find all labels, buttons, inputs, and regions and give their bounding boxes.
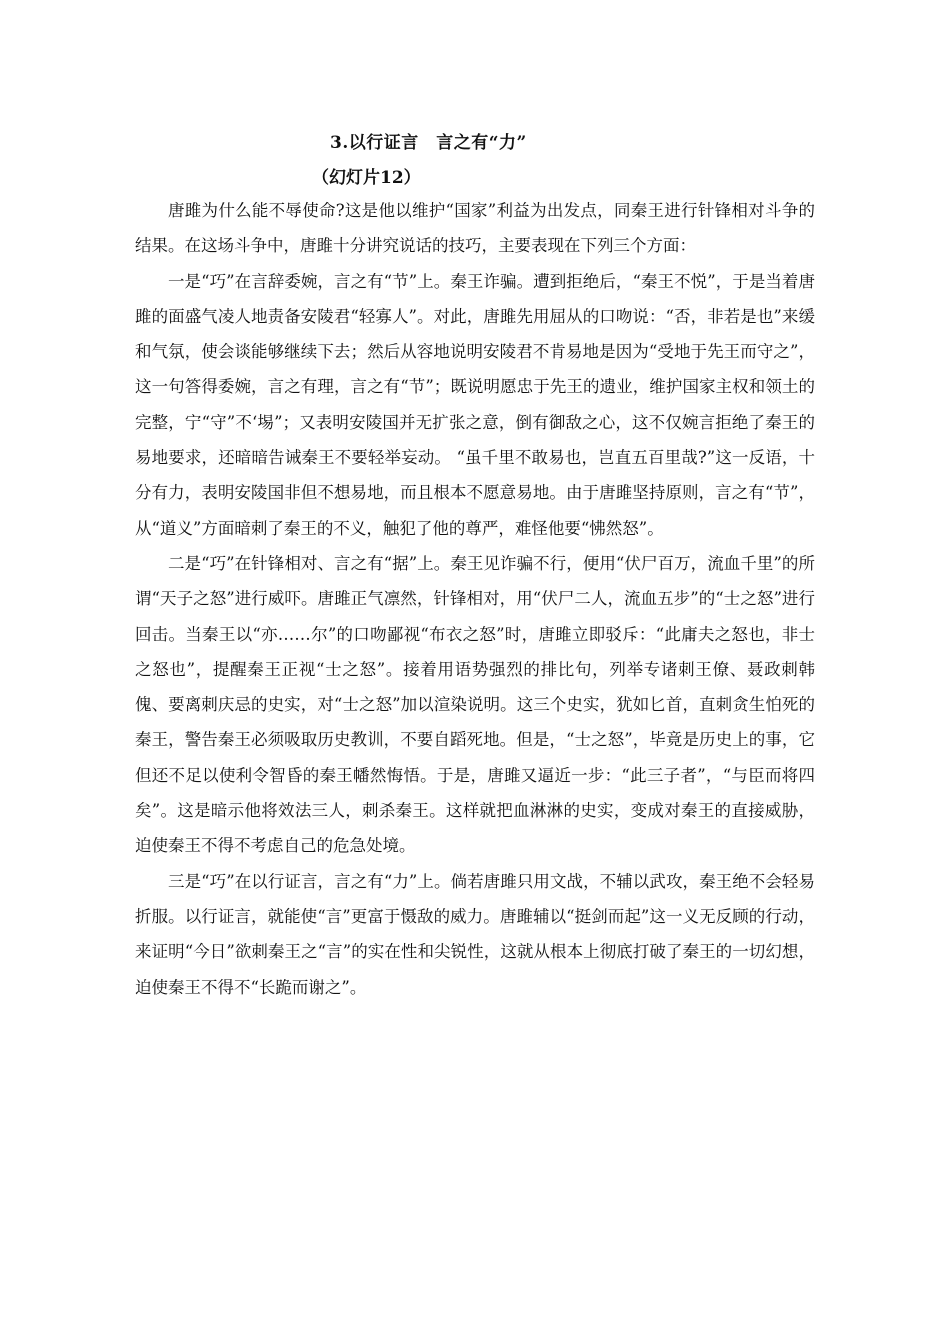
section-heading: 3.以行证言 言之有“力”	[330, 133, 527, 153]
paragraph-third-point: 三是“巧”在以行证言，言之有“力”上。倘若唐雎只用文战，不辅以武攻，秦王绝不会轻易折服。以行证言，就能使“言”更富于慑敌的威力。唐雎辅以“挺剑而起”这一义无反顾的行动，来证明“今日”欲刺秦王之“言”的实在性和尖锐性，这就从根本上彻底打破了秦王的一切幻想，迫使秦王不得不“长跪而谢之”。	[135, 871, 815, 997]
slide-reference: （幻灯片12）	[312, 168, 421, 188]
paragraph-second-point: 二是“巧”在针锋相对、言之有“据”上。秦王见诈骗不行，便用“伏尸百万，流血千里”的所谓“天子之怒”进行威吓。唐雎正气凛然，针锋相对，用“伏尸二人，流血五步”的“士之怒”进行回击。当秦王以“亦……尔”的口吻鄙视“布衣之怒”时，唐雎立即驳斥：“此庸夫之怒也，非士之怒也”，提醒秦王正视“士之怒”。接着用语势强烈的排比句，列举专诸刺王僚、聂政刺韩傀、要离刺庆忌的史实，对“士之怒”加以渲染说明。这三个史实，犹如匕首，直刺贪生怕死的秦王，警告秦王必须吸取历史教训，不要自蹈死地。但是，“士之怒”，毕竟是历史上的事，它但还不足以使利令智昏的秦王幡然悔悟。于是，唐雎又逼近一步：“此三子者”，“与臣而将四矣”。这是暗示他将效法三人，刺杀秦王。这样就把血淋淋的史实，变成对秦王的直接威胁，迫使秦王不得不考虑自己的危急处境。	[135, 553, 815, 856]
paragraph-first-point: 一是“巧”在言辞委婉，言之有“节”上。秦王诈骗。遭到拒绝后，“秦王不悦”，于是当着唐雎的面盛气凌人地责备安陵君“轻寡人”。对此，唐雎先用屈从的口吻说：“否，非若是也”来缓和气氛，使会谈能够继续下去；然后从容地说明安陵君不肯易地是因为“受地于先王而守之”，这一句答得委婉，言之有理，言之有“节”；既说明愿忠于先王的遗业，维护国家主权和领土的完整，宁“守”不‘埸”；又表明安陵国并无扩张之意，倒有御敌之心，这不仅婉言拒绝了秦王的易地要求，还暗暗告诫秦王不要轻举妄动。 “虽千里不敢易也，岂直五百里哉?”这一反语，十分有力，表明安陵国非但不想易地，而且根本不愿意易地。由于唐雎坚持原则，言之有“节”，从“道义”方面暗刺了秦王的不义，触犯了他的尊严，难怪他要“怫然怒”。	[135, 271, 815, 538]
body-text	[135, 193, 815, 1005]
paragraph-intro: 唐雎为什么能不辱使命?这是他以维护“国家”利益为出发点，同秦王进行针锋相对斗争的结果。在这场斗争中，唐雎十分讲究说话的技巧，主要表现在下列三个方面：	[135, 201, 815, 256]
